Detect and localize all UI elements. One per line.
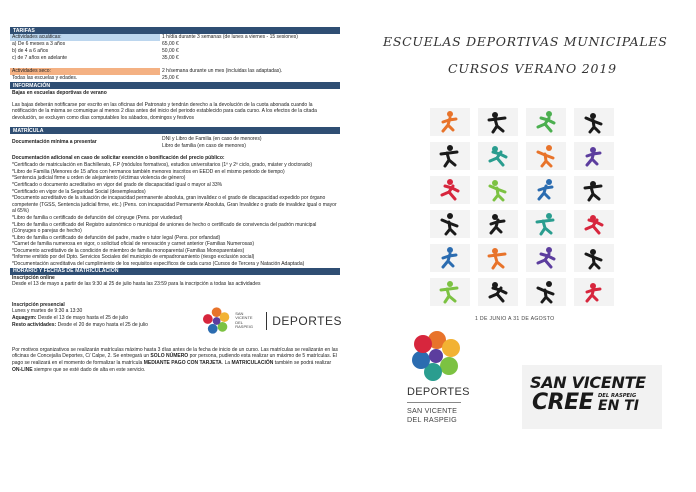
diving-icon xyxy=(581,144,607,168)
doc-add-item: *Sentencia judicial firme u orden de alejamiento (víctimas violencia de género) xyxy=(12,175,186,182)
small-logo-city xyxy=(235,312,267,330)
aquagym-dates: Desde el 13 de mayo hasta el 25 de julio xyxy=(36,315,129,322)
sport-pictogram-tile xyxy=(526,210,566,238)
tarifa-price: 50,00 € xyxy=(162,48,179,54)
cycling-icon xyxy=(533,144,559,168)
sport-pictogram-tile xyxy=(478,278,518,306)
small-logo-line1: SAN VICENTE xyxy=(235,310,253,321)
final-text xyxy=(10,346,340,374)
presencial-text xyxy=(12,302,202,328)
sport-pictogram-tile xyxy=(478,142,518,170)
sport-pictogram-tile xyxy=(526,244,566,272)
fencing-icon xyxy=(581,178,607,202)
sport-pictogram-tile xyxy=(430,210,470,238)
rowing-icon xyxy=(485,144,511,168)
acuaticas-label: Actividades acuáticas: xyxy=(10,34,160,41)
small-logo-name: DEPORTES xyxy=(272,313,342,328)
sport-pictogram-tile xyxy=(574,244,614,272)
dance-icon xyxy=(485,280,511,304)
info-panel xyxy=(10,27,340,374)
deportes-logo xyxy=(405,330,470,438)
running-blue-icon xyxy=(533,178,559,202)
tarifa-row xyxy=(10,55,340,62)
skating-icon xyxy=(437,280,463,304)
martial-arts-icon xyxy=(533,246,559,270)
gymnastics-icon xyxy=(485,178,511,202)
final-text-part: también se podrá realizar xyxy=(273,360,332,367)
doc-add-item: *Libro de Familia (Menores de 15 años con hermanos también menores inscritos en EEDD en el mismo periodo de tiempo) xyxy=(12,168,285,175)
acuaticas-row xyxy=(10,34,340,41)
volleyball-icon xyxy=(485,246,511,270)
sport-pictogram-tile xyxy=(574,176,614,204)
tarifas-header: TARIFAS xyxy=(10,27,340,34)
jumping-icon xyxy=(581,110,607,134)
final-text-bold: MEDIANTE PAGO CON TARJETA xyxy=(143,360,222,367)
cree-en-ti-logo xyxy=(522,365,662,429)
presencial-resto xyxy=(12,322,202,329)
logo-divider xyxy=(407,402,461,403)
logo-city-line2: DEL RASPEIG xyxy=(407,415,457,424)
logo-city xyxy=(407,406,457,424)
sport-pictogram-tile xyxy=(526,278,566,306)
doc-add-title: Documentación adicional en caso de solicitar exención o bonificación del precio público: xyxy=(12,154,225,161)
resto-label: Resto actividades: xyxy=(12,321,57,328)
flower-logo-icon xyxy=(409,330,465,384)
acuaticas-desc: 1 h/día durante 3 semanas (de lunes a viernes - 15 sesiones) xyxy=(162,34,298,40)
doc-add-item: *Certificado de matriculación en Bachillerato, F.P (módulos formativos), estudios universitarios (1º y 2º ciclo, grado, máster y doctorado) xyxy=(12,162,313,169)
doc-add-item: *Certificado o documento acreditativo en vigor del grado de discapacidad igual o mayor al 33% xyxy=(12,181,223,188)
archery-icon xyxy=(533,212,559,236)
barbell-icon xyxy=(437,212,463,236)
final-text-part: siempre que se esté dado de alta en este servicio. xyxy=(32,366,146,373)
doc-add-item: *Certificado en vigor de la Seguridad Social (desempleados) xyxy=(12,188,146,195)
weightlifting-icon xyxy=(485,110,511,134)
sport-pictogram-tile xyxy=(430,176,470,204)
sport-pictogram-tile xyxy=(526,142,566,170)
doc-add-item: *Documento acreditativo de la condición de miembro de familia monoparental (Familias Monoparentales) xyxy=(12,247,245,254)
sport-pictogram-tile xyxy=(430,244,470,272)
seco-label: Actividades seco: xyxy=(10,68,160,75)
flower-logo-icon xyxy=(202,306,231,336)
tarifa-row xyxy=(10,75,340,82)
doc-add-list xyxy=(10,162,340,268)
swimming-icon xyxy=(437,144,463,168)
doc-add-item: *Libro de familia o certificado de defunción del cónyuge (Pens. por viudedad) xyxy=(12,214,183,221)
cover-title: ESCUELAS DEPORTIVAS MUNICIPALES xyxy=(383,34,668,49)
cree-line1: SAN VICENTE xyxy=(530,373,646,392)
doc-add-item: *Libro de familia o certificado del Registro autonómico o municipal de uniones de hecho o certificado de convivencia del padrón municipal (Cónyuges o parejas de hecho) xyxy=(12,221,317,235)
bajas-subtitle: Bajas en escuelas deportivas de verano xyxy=(12,90,107,96)
online-title: Inscripción online xyxy=(12,274,55,281)
sport-pictogram-tile xyxy=(478,244,518,272)
tarifa-price: 25,00 € xyxy=(162,75,179,81)
doc-min-item: DNI y Libro de Familia (en caso de menores) xyxy=(162,136,262,143)
seco-desc: 2 h/semana durante un mes (incluidas las adaptadas). xyxy=(162,68,283,74)
ball-sport-icon xyxy=(581,212,607,236)
doc-min-label: Documentación mínima a presentar xyxy=(12,139,97,146)
online-text: Desde el 13 de mayo a partir de las 9:30 al 25 de julio hasta las 23:59 para la inscripción a todas las actividades xyxy=(12,281,261,288)
cree-line3: EN TI xyxy=(598,398,639,414)
tarifa-label: b) de 4 a 6 años xyxy=(12,48,49,54)
season-dates: 1 DE JUNIO A 31 DE AGOSTO xyxy=(475,316,555,322)
doc-min-list xyxy=(162,136,338,149)
final-text-part: por persona, pudiendo esta realizar un máximo de 5 matrículas. El pago se realizará en el momento de formalizar la matrícula xyxy=(12,353,337,367)
cree-line2: CREE xyxy=(532,390,594,415)
tarifa-label: a) De 6 meses a 3 años xyxy=(12,41,66,47)
sport-pictogram-tile xyxy=(430,278,470,306)
sport-pictogram-tile xyxy=(526,176,566,204)
logo-city-line1: SAN VICENTE xyxy=(407,406,458,415)
sport-pictogram-tile xyxy=(430,142,470,170)
tarifa-price: 65,00 € xyxy=(162,41,179,47)
sport-pictogram-tile xyxy=(526,108,566,136)
sport-pictogram-tile xyxy=(478,176,518,204)
basketball-icon xyxy=(437,246,463,270)
presencial-aquagym xyxy=(12,315,202,322)
aquagym-label: Aquagym: xyxy=(12,315,37,322)
cree-small: DEL RASPEIG xyxy=(598,393,637,399)
final-text-part: Por motivos organizativos se realizarán matrículas máximo hasta 3 días antes de la fecha de inicio de un curso. Las matrículas se realizarán en las oficinas de Concejalía Deportes, C/ Calpe, 2. Se entregará un xyxy=(12,346,338,360)
final-text-part: . La xyxy=(221,360,232,367)
runner-icon xyxy=(437,110,463,134)
doc-add-item: *Documentación acreditativa del cumplimiento de los requisitos específicos de cada curso (Cursos de Tercera y Natación Adaptada) xyxy=(12,261,305,268)
sport-pictogram-tile xyxy=(574,108,614,136)
sport-pictogram-tile xyxy=(478,210,518,238)
presencial-title: Inscripción presencial xyxy=(12,301,65,308)
doc-add-item: *Informe emitido por del Dpto. Servicios Sociales del municipio de empadronamiento (riesgo exclusión social) xyxy=(12,254,255,261)
sport-pictogram-grid xyxy=(430,108,614,308)
doc-add-item: *Documento acreditativo de la situación de incapacidad permanente absoluta, gran invalidez o el grado de discapacidad expedido por órgano competente (TGSS, Sentencia judicial firme, etc.) (Pens. con incapacidad Permanente Absoluta, Gran Invalidez o grado de invalidez igual o mayor al 65%) xyxy=(12,195,337,215)
climbing-icon xyxy=(533,280,559,304)
final-text-bold: ON-LINE xyxy=(12,366,33,373)
running-green-icon xyxy=(533,110,559,134)
deportes-logo-small xyxy=(202,304,342,338)
matricula-header: MATRÍCULA xyxy=(10,127,340,134)
seco-row xyxy=(10,68,340,75)
sport-pictogram-tile xyxy=(574,278,614,306)
sport-pictogram-tile xyxy=(574,210,614,238)
tarifa-row xyxy=(10,41,340,48)
boxing-icon xyxy=(437,178,463,202)
cover-subtitle: CURSOS VERANO 2019 xyxy=(448,61,617,76)
tarifa-label: Todas las escuelas y edades. xyxy=(12,75,78,81)
presencial-hours: Lunes y martes de 9:30 a 13:30 xyxy=(12,308,83,315)
logo-name: DEPORTES xyxy=(407,386,470,398)
tarifa-label: c) de 7 años en adelante xyxy=(12,55,68,61)
sport-pictogram-tile xyxy=(478,108,518,136)
doc-min-item: Libro de familia (en caso de menores) xyxy=(162,142,246,149)
sport-pictogram-tile xyxy=(574,142,614,170)
bajas-text: Las bajas deberán notificarse por escrito en las oficinas del Patronato y tendrán derecho a la devolución de la cuota abonada cuando la notificación de la misma se comunique al menos 2 días antes del inicio del periodo establecido para cada curso. A los efectos de la citada devolución, se excluyen como días computables los sábados, domingos y festivos xyxy=(12,101,317,121)
tarifa-price: 35,00 € xyxy=(162,55,179,61)
final-text-bold: SOLO NÚMERO xyxy=(150,353,189,360)
tennis-icon xyxy=(485,212,511,236)
final-text-bold: MATRICULACIÓN xyxy=(231,360,274,367)
doc-add-item: *Carnet de familia numerosa en vigor, o solicitud oficial de renovación y carnet anterior (Familias Numerosas) xyxy=(12,241,255,248)
doc-min-row xyxy=(10,134,340,151)
horario-header: HORARIO Y FECHAS DE MATRICULACIÓN xyxy=(10,268,340,275)
resto-dates: Desde el 20 de mayo hasta el 25 de julio xyxy=(56,321,148,328)
presencial-block xyxy=(10,302,340,342)
doc-add-item: *Libro de familia o certificado de defunción del padre, madre o tutor legal (Pens. por orfandad) xyxy=(12,234,221,241)
sport-pictogram-tile xyxy=(430,108,470,136)
informacion-header: INFORMACIÓN xyxy=(10,82,340,89)
football-icon xyxy=(581,280,607,304)
tarifa-row xyxy=(10,48,340,55)
handball-icon xyxy=(581,246,607,270)
small-logo-line2: DEL RASPEIG xyxy=(235,319,254,330)
